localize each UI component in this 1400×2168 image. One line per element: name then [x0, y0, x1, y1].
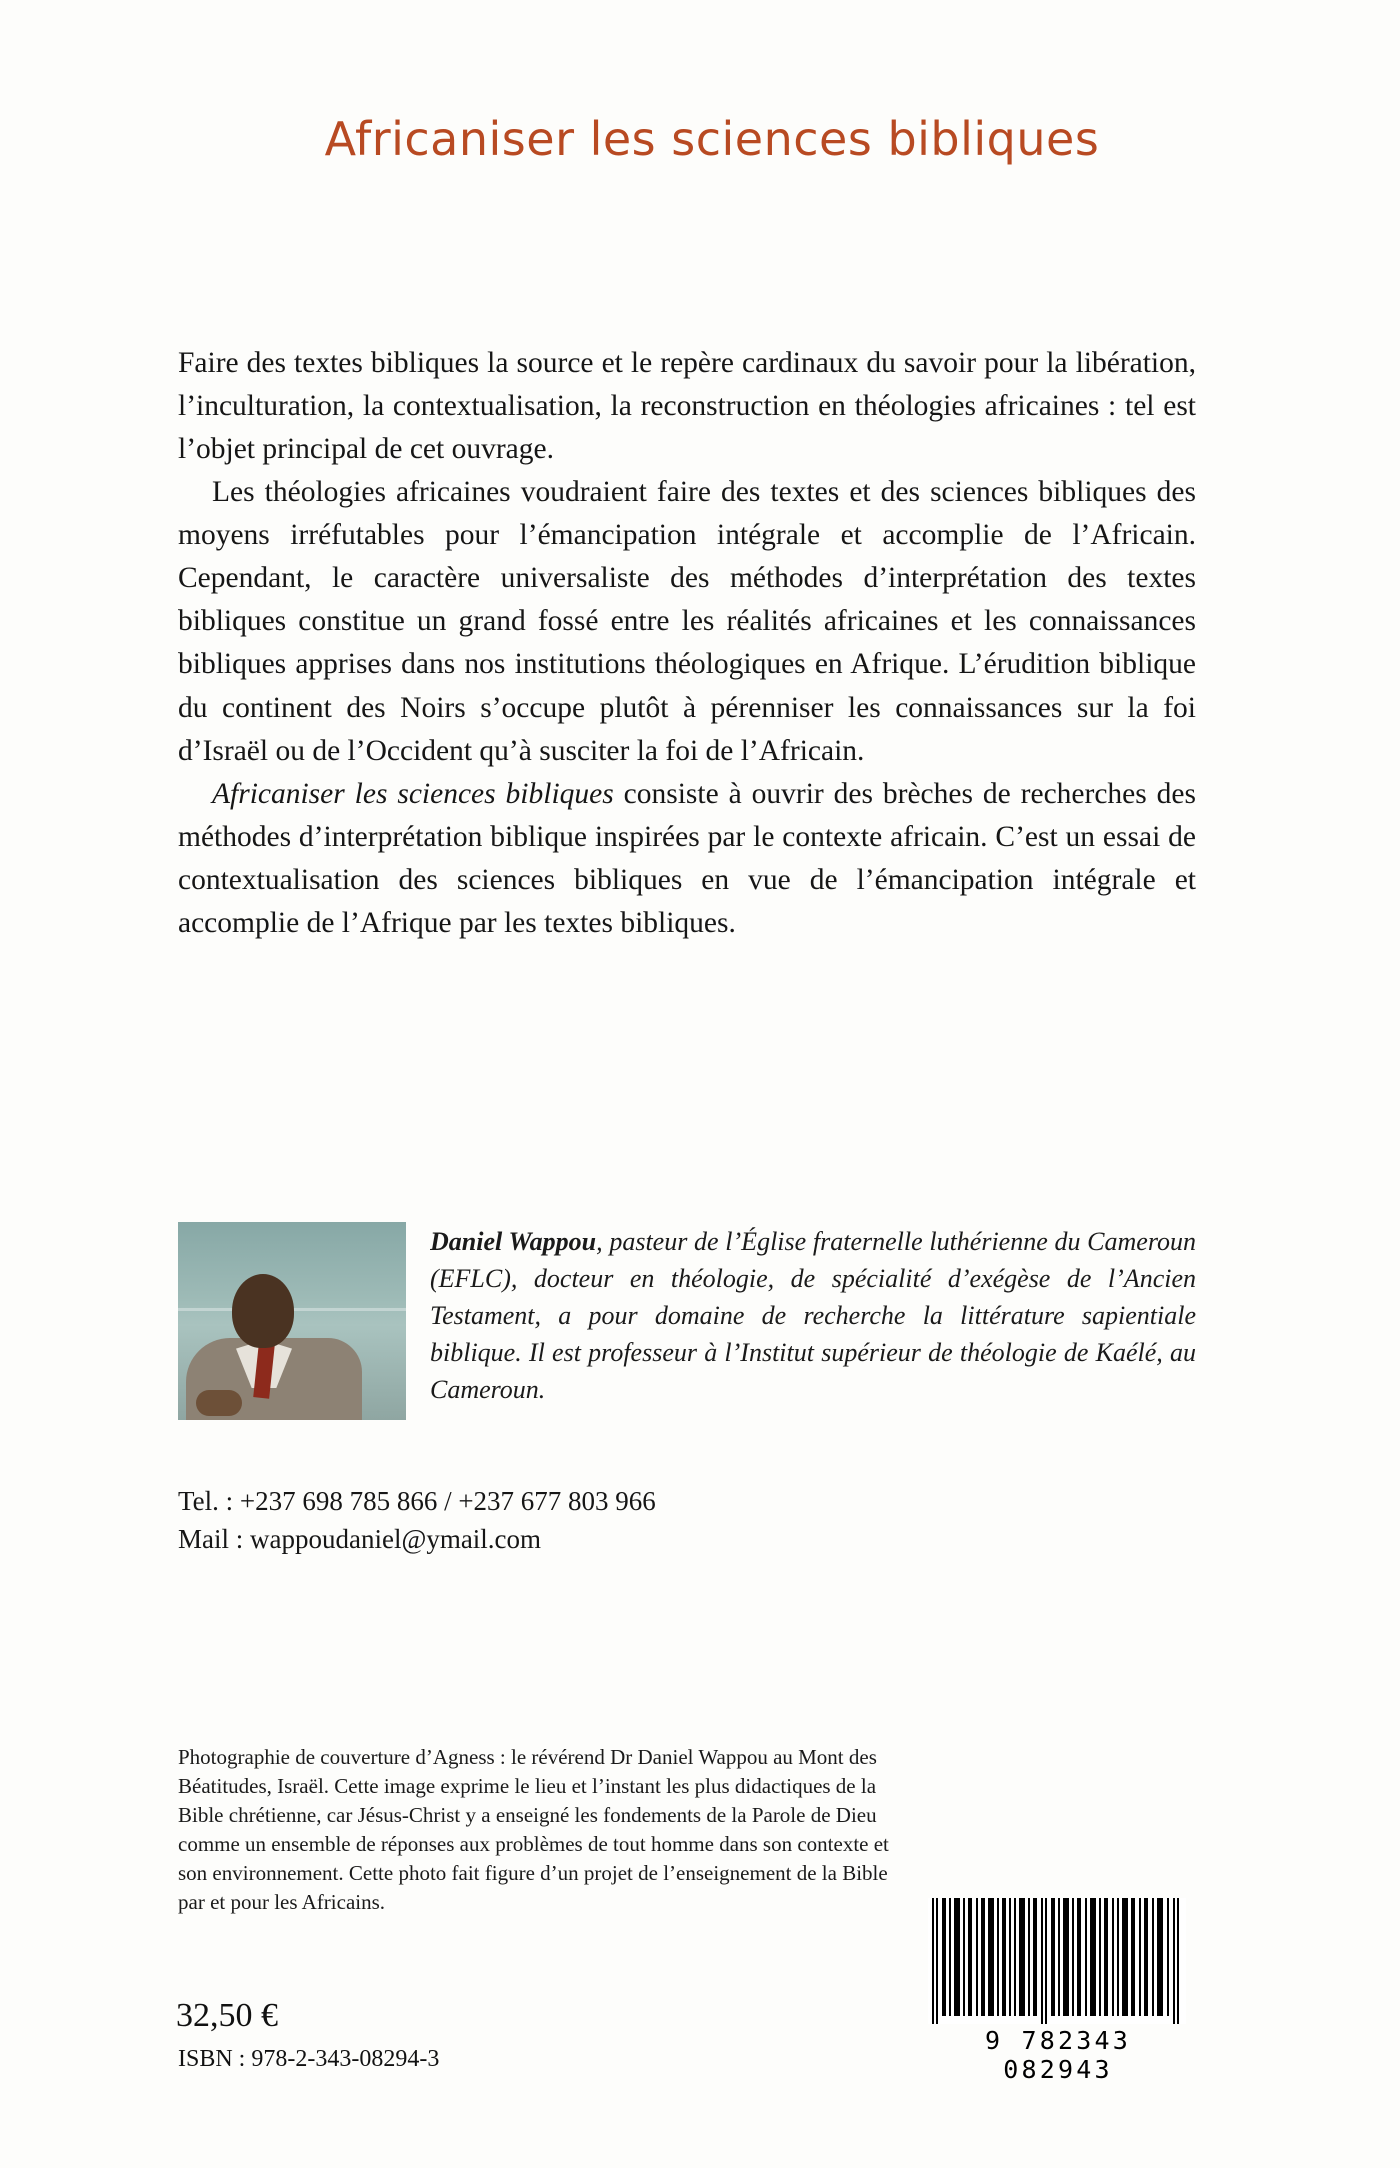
- blurb-paragraph-2: Les théologies africaines voudraient faire des textes et des sciences bibliques des moyens irréfutables pour l’émancipation intégrale et accomplie de l’Africain. Cependant, le caractère universaliste des méthodes d’interprétation des textes bibliques constitue un grand fossé entre les réalités africaines et les connaissances bibliques apprises dans nos institutions théologiques en Afrique. L’érudition biblique du continent des Noirs s’occupe plutôt à pérenniser les connaissances sur la foi d’Israël ou de l’Occident qu’à susciter la foi de l’Africain.: [178, 476, 1196, 767]
- blurb-paragraph-1: Faire des textes bibliques la source et le repère cardinaux du savoir pour la libération, l’inculturation, la contextualisation, la reconstruction en théologies africaines : tel est l’objet principal de cet ouvrage.: [178, 347, 1196, 466]
- photo-hand-shape: [196, 1390, 242, 1416]
- photo-head-shape: [232, 1274, 294, 1348]
- page-title: Africaniser les sciences bibliques: [324, 112, 1100, 166]
- author-bio: [430, 1222, 1196, 1409]
- author-mail[interactable]: Mail : wappoudaniel@ymail.com: [178, 1524, 542, 1555]
- photo-credit-note: Photographie de couverture d’Agness : le révérend Dr Daniel Wappou au Mont des Béatitudes, Israël. Cette image exprime le lieu et l’instant les plus didactiques de la Bible chrétienne, car Jésus-Christ y a enseigné les fondements de la Parole de Dieu comme un ensemble de réponses aux problèmes de tout homme dans son contexte et son environnement. Cette photo fait figure d’un projet de l’enseignement de la Bible par et pour les Africains.: [178, 1745, 889, 1914]
- blurb-text: [178, 342, 1196, 945]
- barcode: [928, 1898, 1188, 2084]
- barcode-digits: 9 782343 082943: [984, 2026, 1131, 2084]
- author-name: Daniel Wappou: [430, 1227, 597, 1256]
- blurb-paragraph-3-rest: consiste à ouvrir des brèches de recherches des méthodes d’interprétation biblique inspirées par le contexte africain. C’est un essai de contextualisation des sciences bibliques en vue de l’émancipation intégrale et accomplie de l’Afrique par les textes bibliques.: [178, 777, 1196, 939]
- blurb-italic-title: Africaniser les sciences bibliques: [212, 777, 614, 810]
- author-bio-text: , pasteur de l’Église fraternelle luthérienne du Cameroun (EFLC), docteur en théologie, de spécialité d’exégèse de l’Ancien Testament, a pour domaine de recherche la littérature sapientiale biblique. Il est professeur à l’Institut supérieur de théologie de Kaélé, au Cameroun.: [430, 1227, 1196, 1404]
- barcode-bars-icon: [928, 1898, 1186, 2024]
- author-phone: Tel. : +237 698 785 866 / +237 677 803 966: [178, 1486, 656, 1516]
- blurb-paragraph-3: [178, 773, 1196, 945]
- author-contact: [178, 1482, 656, 1559]
- isbn-label: ISBN : 978-2-343-08294-3: [178, 2046, 440, 2072]
- price-label: 32,50 €: [176, 1997, 278, 2034]
- author-portrait-photo: [178, 1222, 406, 1420]
- author-block: [178, 1222, 1196, 1420]
